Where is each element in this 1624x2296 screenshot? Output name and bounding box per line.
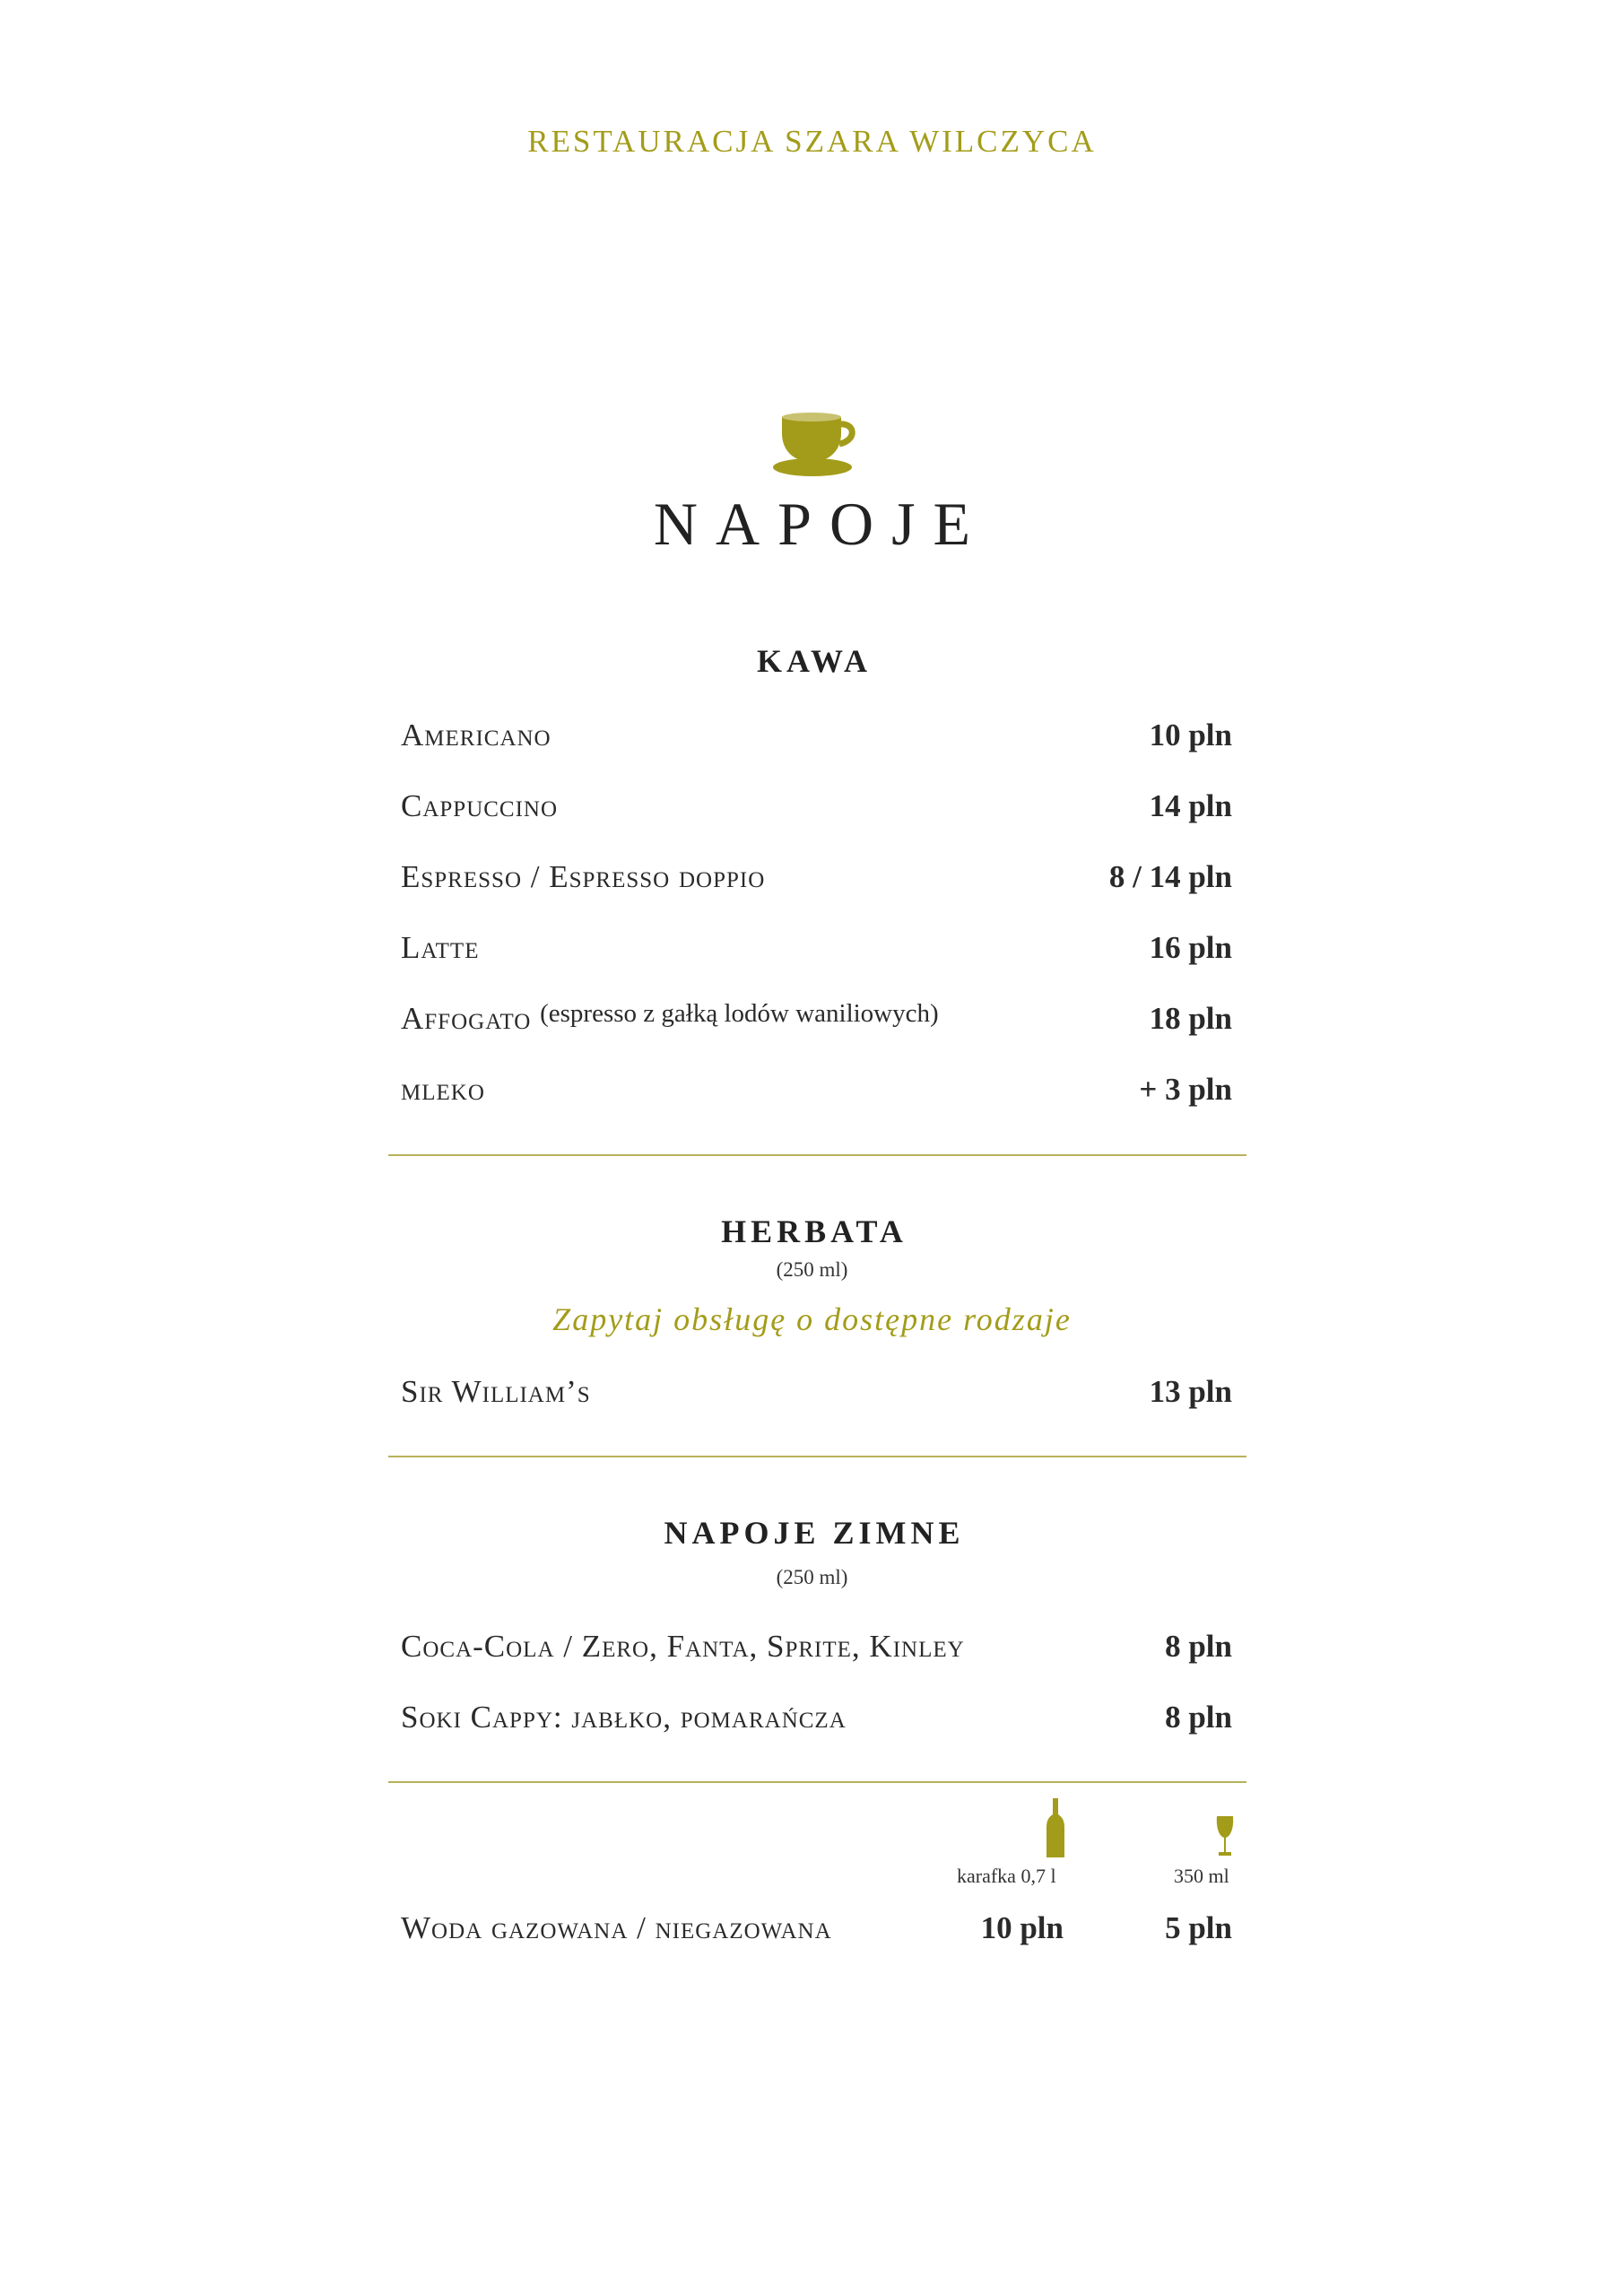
menu-item-name: Woda gazowana / niegazowana xyxy=(401,1910,832,1945)
menu-item-price: 8 pln xyxy=(1165,1700,1232,1735)
section-volume: (250 ml) xyxy=(776,1258,848,1281)
coffee-cup-icon xyxy=(769,408,859,480)
menu-item-price: 8 pln xyxy=(1165,1629,1232,1664)
wine-glass-icon xyxy=(1214,1816,1236,1856)
page-title: NAPOJE xyxy=(653,490,989,558)
section-divider xyxy=(388,1456,1246,1457)
menu-item-price: 14 pln xyxy=(1149,788,1232,823)
section-title-kawa: KAWA xyxy=(756,643,873,679)
menu-item-price-glass: 5 pln xyxy=(1165,1910,1232,1945)
section-divider xyxy=(388,1154,1246,1156)
section-title-napoje-zimne: NAPOJE ZIMNE xyxy=(664,1515,965,1551)
glass-label: 350 ml xyxy=(1174,1865,1229,1887)
restaurant-name: RESTAURACJA SZARA WILCZYCA xyxy=(527,124,1097,159)
menu-item-price: 8 / 14 pln xyxy=(1108,859,1232,894)
menu-item-name xyxy=(401,1001,939,1037)
section-volume: (250 ml) xyxy=(776,1566,848,1588)
menu-item-name: Coca-Cola / Zero, Fanta, Sprite, Kinley xyxy=(401,1629,965,1664)
menu-item-price: 16 pln xyxy=(1149,930,1232,965)
menu-item-name: mleko xyxy=(401,1072,485,1107)
menu-item-name: Soki Cappy: jabłko, pomarańcza xyxy=(401,1700,847,1735)
menu-item-name: Cappuccino xyxy=(401,788,559,823)
menu-item-price: + 3 pln xyxy=(1139,1072,1232,1107)
carafe-label: karafka 0,7 l xyxy=(957,1865,1056,1887)
herbata-note: Zapytaj obsługę o dostępne rodzaje xyxy=(552,1301,1072,1337)
menu-item-name: Latte xyxy=(401,930,480,965)
menu-item-label: Affogato xyxy=(401,1001,532,1036)
menu-item-price: 18 pln xyxy=(1149,1001,1232,1036)
menu-item-description: (espresso z gałką lodów waniliowych) xyxy=(540,999,939,1028)
menu-item-price: 10 pln xyxy=(1149,718,1232,752)
menu-item-name: Espresso / Espresso doppio xyxy=(401,859,766,894)
section-title-herbata: HERBATA xyxy=(721,1213,908,1249)
bottle-icon xyxy=(1045,1798,1066,1857)
menu-item-price-carafe: 10 pln xyxy=(980,1910,1064,1945)
menu-item-name: Americano xyxy=(401,718,551,752)
section-divider xyxy=(388,1781,1246,1783)
menu-item-price: 13 pln xyxy=(1149,1374,1232,1409)
menu-item-name: Sir William’s xyxy=(401,1374,591,1409)
